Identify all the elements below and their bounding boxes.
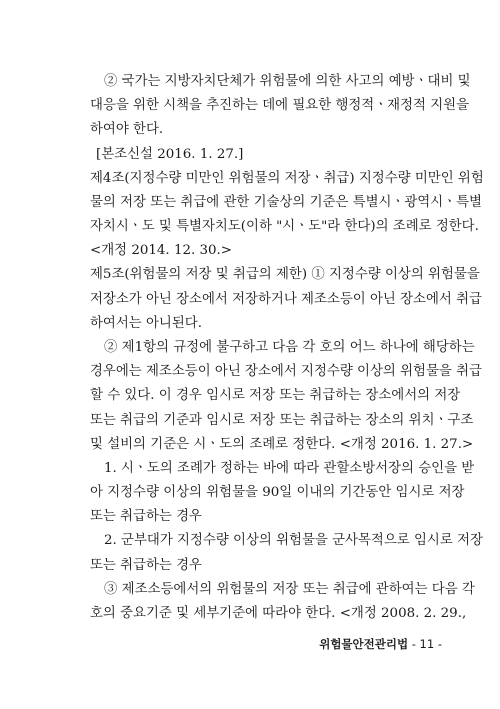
paragraph-line: 하여야 한다. xyxy=(90,122,164,138)
footer-law-title: 위험물안전관리법 xyxy=(319,637,409,651)
paragraph-line: 및 설비의 기준은 시ㆍ도의 조례로 정한다. <개정 2016. 1. 27.> xyxy=(90,436,474,452)
paragraph-line: 호의 중요기준 및 세부기준에 따라야 한다. <개정 2008. 2. 29., xyxy=(90,606,467,621)
list-item-line: 아 지정수량 이상의 위험물을 90일 이내의 기간동안 임시로 저장 xyxy=(90,485,465,501)
footer-page-number: - 11 - xyxy=(408,637,442,651)
article-line: 제5조(위험물의 저장 및 취급의 제한) ① 지정수량 이상의 위험물을 xyxy=(90,267,480,283)
paragraph-line: 또는 취급의 기준과 임시로 저장 또는 취급하는 장소의 위치ㆍ구조 xyxy=(90,412,474,428)
paragraph-line: 할 수 있다. 이 경우 임시로 저장 또는 취급하는 장소에서의 저장 xyxy=(90,388,461,404)
paragraph-line: ② 제1항의 규정에 불구하고 다음 각 호의 어느 하나에 해당하는 xyxy=(104,340,475,355)
article-line: 물의 저장 또는 취급에 관한 기술상의 기준은 특별시ㆍ광역시ㆍ특별 xyxy=(90,194,482,210)
list-item-line: 또는 취급하는 경우 xyxy=(90,509,202,525)
list-item-line: 1. 시ㆍ도의 조례가 정하는 바에 따라 관할소방서장의 승인을 받 xyxy=(104,460,475,476)
paragraph-line: ② 국가는 지방자치단체가 위험물에 의한 사고의 예방ㆍ대비 및 xyxy=(104,74,471,89)
amendment-note: [본조신설 2016. 1. 27.] xyxy=(96,146,244,162)
page-footer xyxy=(300,636,442,652)
list-item-line: 2. 군부대가 지정수량 이상의 위험물을 군사목적으로 임시로 저장 xyxy=(104,533,483,549)
article-line: 제4조(지정수량 미만인 위험물의 저장ㆍ취급) 지정수량 미만인 위험 xyxy=(90,170,484,186)
paragraph-line: 경우에는 제조소등이 아닌 장소에서 지정수량 이상의 위험물을 취급 xyxy=(90,364,482,380)
article-line: 저장소가 아닌 장소에서 저장하거나 제조소등이 아닌 장소에서 취급 xyxy=(90,291,482,307)
paragraph-line: ③ 제조소등에서의 위험물의 저장 또는 취급에 관하여는 다음 각 xyxy=(104,581,475,597)
paragraph-line: 대응을 위한 시책을 추진하는 데에 필요한 행정적ㆍ재정적 지원을 xyxy=(90,98,470,114)
list-item-line: 또는 취급하는 경우 xyxy=(90,557,202,573)
article-line: 하여서는 아니된다. xyxy=(90,315,202,331)
amendment-note: <개정 2014. 12. 30.> xyxy=(90,243,233,259)
article-line: 자치시ㆍ도 및 특별자치도(이하 "시ㆍ도"라 한다)의 조례로 정한다. xyxy=(90,219,479,235)
